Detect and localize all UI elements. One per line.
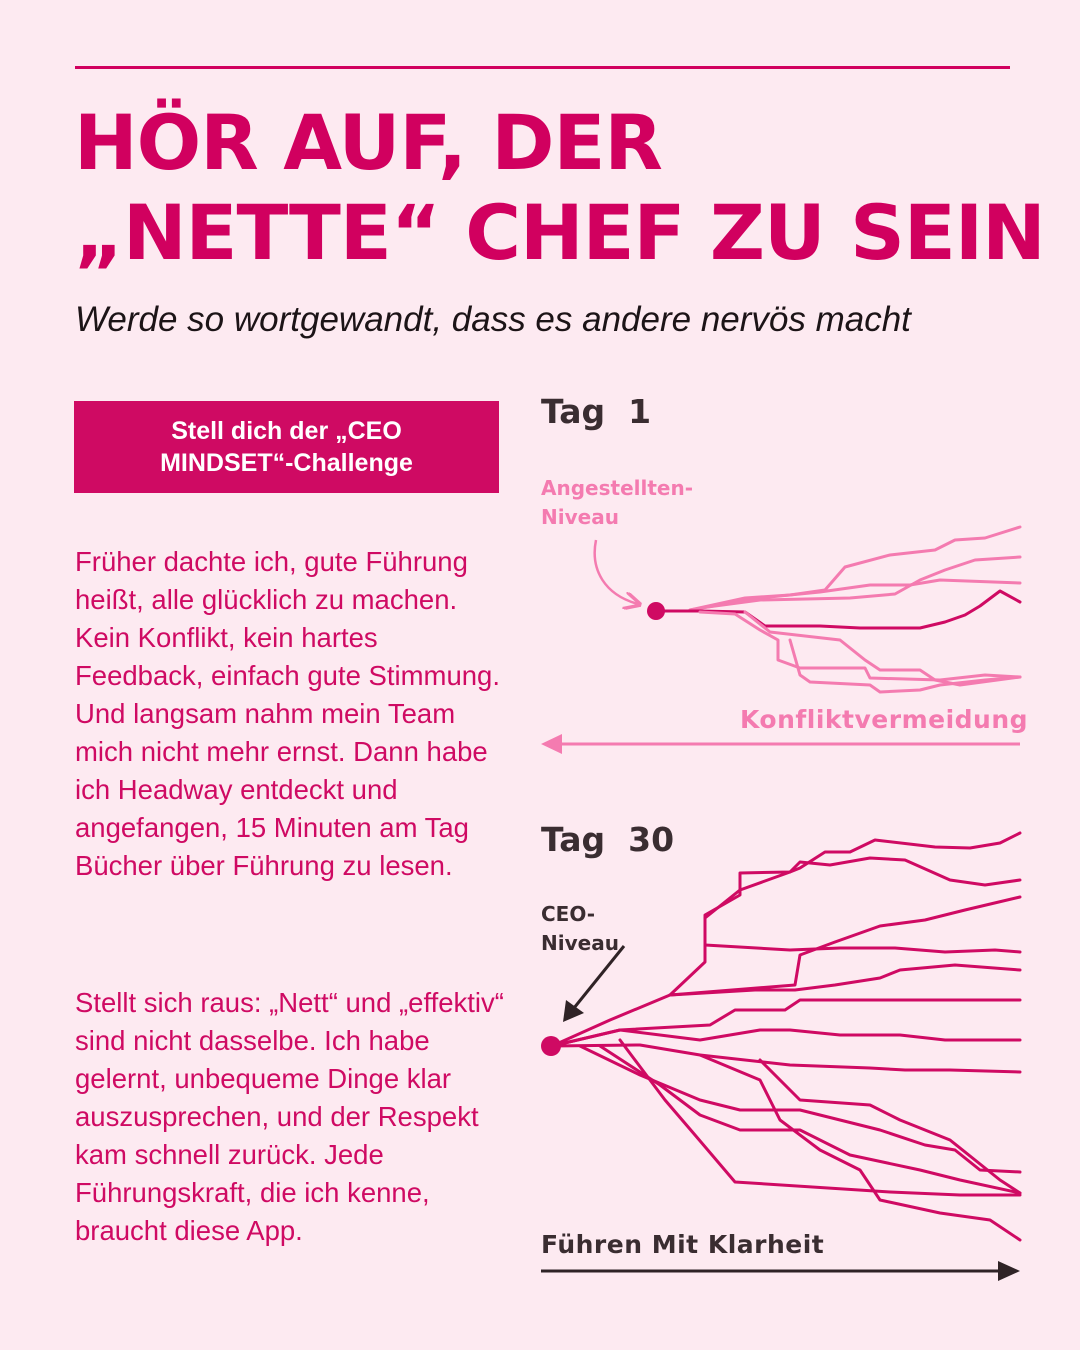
day30-axis-arrowhead [998, 1261, 1020, 1281]
day1-paths [655, 527, 1020, 692]
body-paragraph-2: Stellt sich raus: „Nett“ und „effektiv“ sind nicht dasselbe. Ich habe gelernt, unbequeme Dinge klar auszusprechen, und der Respekt kam schnell zurück. Jede Führungskraft, die ich kenne, braucht diese App. [75, 987, 504, 1246]
day30-path [705, 945, 1020, 952]
day30-pointer-arrowhead [563, 1000, 584, 1022]
day30-path [700, 1055, 1020, 1240]
day30-axis-label: Führen Mit Klarheit [541, 1230, 825, 1259]
day1-path [690, 580, 1020, 610]
day30-path [760, 1060, 1020, 1193]
day30-path [670, 965, 1020, 995]
day1-axis-label: Konfliktvermeidung [740, 705, 1029, 734]
headline-line-1: HÖR AUF, DER [74, 98, 662, 187]
day30-start-dot [541, 1036, 561, 1056]
day30-start-label: CEO- Niveau [541, 902, 619, 955]
day30-path [600, 1046, 1020, 1193]
headline-line-2: „NETTE“ CHEF ZU SEIN [74, 188, 1045, 277]
day1-axis-arrowhead [541, 734, 562, 754]
day30-paths [552, 833, 1020, 1240]
body-paragraph-1: Früher dachte ich, gute Führung heißt, alle glücklich zu machen. Kein Konflikt, kein hartes Feedback, einfach gute Stimmung. Und langsam nahm mein Team mich nicht mehr ernst. Dann habe ich Headway entdeckt und angefangen, 15 Minuten am Tag Bücher über Führung zu lesen. [75, 546, 500, 881]
day1-curved-arrow [595, 540, 638, 604]
day30-title: Tag 30 [541, 820, 675, 859]
day1-title: Tag 1 [541, 392, 652, 431]
day1-path [745, 612, 1020, 685]
day1-path [790, 640, 1020, 692]
day1-path [655, 591, 1020, 628]
challenge-button-label: Stell dich der „CEO MINDSET“-Challenge [160, 417, 413, 477]
day30-path [620, 1040, 1020, 1195]
day1-start-dot [647, 602, 665, 620]
subtitle: Werde so wortgewandt, dass es andere nervös macht [75, 300, 911, 339]
day1-start-label: Angestellten- Niveau [541, 476, 694, 529]
day1-path [700, 612, 1020, 680]
